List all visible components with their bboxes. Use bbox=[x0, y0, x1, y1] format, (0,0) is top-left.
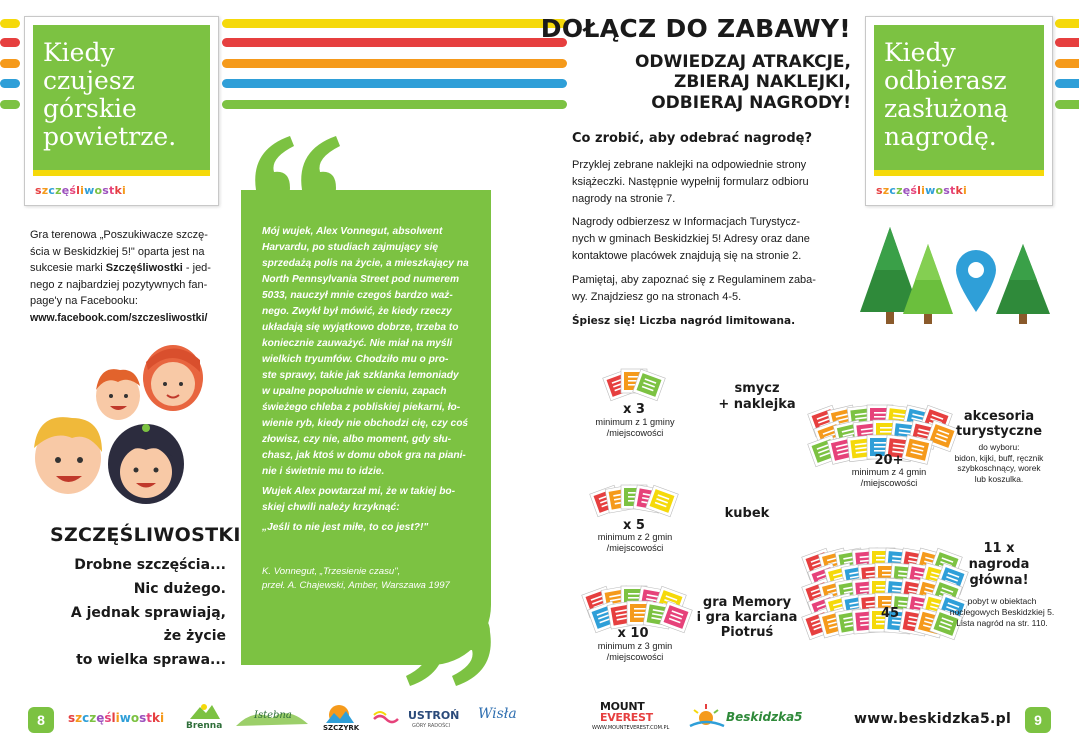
intro-line: - jed- bbox=[182, 262, 211, 275]
minimum-line: /miejscowości bbox=[606, 652, 664, 662]
prize-count: x 3 bbox=[623, 402, 645, 417]
subheading-line: ODWIEDZAJ ATRAKCJE, bbox=[634, 52, 851, 72]
question-heading: Co zrobić, aby odebrać nagrodę? bbox=[572, 131, 813, 146]
quote-exclamation: „Jeśli to nie jest miłe, to co jest?!" bbox=[262, 522, 429, 533]
brand-letter: w bbox=[119, 711, 131, 725]
reward-line: Piotruś bbox=[720, 625, 774, 640]
szczyrk-logo bbox=[322, 703, 360, 735]
brand-letter: k bbox=[114, 184, 122, 197]
card-line: Kiedy bbox=[884, 38, 956, 67]
intro-line: sukcesie marki bbox=[30, 262, 106, 275]
intro-line: nego z najbardziej pozytywnych fan- bbox=[30, 278, 208, 291]
detail-line: szybkoschnący, worek bbox=[957, 463, 1041, 473]
everest-url: WWW.MOUNTEVEREST.COM.PL bbox=[592, 725, 670, 731]
detail-line: bidon, kijki, buff, ręcznik bbox=[954, 452, 1044, 463]
page-number-right: 9 bbox=[1025, 707, 1051, 733]
quote-line: sprzedażą polis na życie, a mieszkający na bbox=[262, 258, 469, 269]
beskidzka5-sun-icon bbox=[688, 702, 728, 732]
reward-line: 11 x bbox=[983, 541, 1015, 556]
brand-letter: ś bbox=[69, 184, 77, 197]
detail-line: Lista nagród na str. 110. bbox=[956, 618, 1048, 628]
prize-reward: kubek bbox=[724, 506, 770, 521]
prize-detail bbox=[944, 442, 1054, 484]
quote-citation: K. Vonnegut, „Trzesienie czasu", bbox=[262, 566, 401, 577]
brand-letter: o bbox=[935, 184, 944, 197]
mount-everest-logo bbox=[592, 700, 668, 736]
prize-reward bbox=[712, 381, 802, 413]
ustron-text: USTROŃ bbox=[408, 709, 460, 722]
brand-letter: s bbox=[943, 184, 950, 197]
everest-text: EVEREST bbox=[600, 711, 653, 724]
brand-letter: i bbox=[160, 711, 165, 725]
prize-minimum bbox=[580, 641, 690, 663]
minimum-line: /miejscowości bbox=[606, 428, 664, 438]
minimum-line: minimum z 4 gmin bbox=[851, 467, 927, 477]
subheading-line: ZBIERAJ NAKLEJKI, bbox=[674, 72, 851, 92]
brand-letter: z bbox=[882, 184, 890, 197]
brand-letter: c bbox=[889, 184, 897, 197]
card-line: zasłużoną bbox=[884, 94, 1009, 123]
brand-letter: z bbox=[55, 184, 62, 197]
prize-detail bbox=[932, 596, 1072, 629]
detail-line: pobyt w obiektach bbox=[967, 596, 1037, 606]
detail-line: do wyboru: bbox=[978, 442, 1020, 452]
paragraph-line: książeczki. Następnie wypełnij formularz odbioru bbox=[572, 176, 809, 188]
brand-letter: i bbox=[121, 184, 126, 197]
brand-letter: o bbox=[130, 711, 140, 725]
paragraph-line: kontaktowe placówek znajdują się na stronie 2. bbox=[572, 250, 802, 262]
brenna-text: Brenna bbox=[186, 721, 223, 731]
quote-line: North Pennsylvania Street pod numerem bbox=[262, 274, 460, 285]
quote-line: Mój wujek, Alex Vonnegut, absolwent bbox=[262, 226, 443, 237]
brand-letter: ś bbox=[910, 184, 918, 197]
card-line: Kiedy bbox=[43, 38, 115, 67]
brand-letter: s bbox=[68, 711, 76, 725]
minimum-line: minimum z 3 gmin bbox=[597, 641, 673, 651]
brand-letter: i bbox=[80, 184, 85, 197]
card-line: czujesz bbox=[43, 66, 135, 95]
intro-line: Gra terenowa „Poszukiwacze szczę- bbox=[30, 229, 208, 241]
minimum-line: minimum z 1 gminy bbox=[595, 417, 675, 427]
brand-letter: z bbox=[89, 711, 97, 725]
brand-letter: i bbox=[921, 184, 926, 197]
intro-line: page'y na Facebooku: bbox=[30, 295, 138, 308]
brand-letter: k bbox=[955, 184, 963, 197]
prize-count: x 5 bbox=[623, 518, 645, 533]
quote-line: chasz, jak ktoś w domu obok gra na piani- bbox=[262, 450, 466, 461]
brand-letter: c bbox=[48, 184, 56, 197]
minimum-line: minimum z 2 gmin bbox=[597, 532, 673, 542]
quote-line: koniecznie zauważyć. Nie miał na myśli bbox=[262, 338, 453, 349]
brand-letter: w bbox=[84, 184, 95, 197]
reward-line: smycz bbox=[734, 381, 780, 396]
beskidzka5-logo bbox=[688, 702, 816, 734]
prize-count: 20+ bbox=[874, 453, 904, 468]
brand-letter: ę bbox=[61, 184, 70, 197]
page-number-left: 8 bbox=[28, 707, 54, 733]
brand-letter: s bbox=[35, 184, 42, 197]
ustron-wave-icon bbox=[372, 711, 400, 725]
quote-line: Wujek Alex powtarzał mi, że w takiej bo- bbox=[262, 486, 456, 497]
brand-letter: ę bbox=[96, 711, 105, 725]
brand-letter: w bbox=[925, 184, 936, 197]
brand-letter: o bbox=[94, 184, 103, 197]
paragraph-line: Nagrody odbierzesz w Informacjach Turystycz- bbox=[572, 216, 801, 228]
tagline: A jednak sprawiają, bbox=[70, 605, 226, 621]
brenna-mountain-icon bbox=[186, 703, 222, 721]
intro-line: ścia w Beskidzkiej 5!" oparta jest na bbox=[30, 245, 205, 258]
tagline: że życie bbox=[163, 628, 226, 644]
brand-letter: s bbox=[139, 711, 147, 725]
footer-brand bbox=[68, 711, 164, 725]
subheading-line: ODBIERAJ NAGRODY! bbox=[651, 93, 851, 113]
brenna-logo bbox=[186, 703, 222, 735]
paragraph-line: Pamiętaj, aby zapoznać się z Regulaminem zaba- bbox=[572, 274, 816, 286]
prize-minimum bbox=[580, 532, 690, 554]
hurry-notice: Śpiesz się! Liczba nagród limitowana. bbox=[572, 315, 796, 327]
brand-letter: t bbox=[108, 184, 115, 197]
quote-line: wielkich tryumfów. Chodziło mu o pro- bbox=[262, 354, 449, 365]
istebna-text: Istebna bbox=[254, 710, 292, 721]
quote-line: ste sprawy, takie jak szklanka lemoniady bbox=[262, 370, 459, 381]
quote-line: świeżego chleba z pobliskiej piekarni, ło- bbox=[262, 402, 461, 413]
brand-letter: l bbox=[111, 711, 116, 725]
ustron-subtext: GÓRY RADOŚCI bbox=[412, 723, 451, 729]
detail-line: lub koszulka. bbox=[974, 473, 1024, 484]
prize-reward bbox=[694, 595, 800, 640]
quote-line: w upalne popołudnie w cieniu, zapach bbox=[262, 386, 447, 397]
beskidzka5-text: Beskidzka5 bbox=[726, 710, 803, 724]
brand-letter: i bbox=[962, 184, 967, 197]
brand-letter: l bbox=[76, 184, 81, 197]
detail-line: noclegowych Beskidzkiej 5. bbox=[949, 607, 1055, 617]
wisla-logo bbox=[474, 702, 517, 734]
paragraph-line: Przyklej zebrane naklejki na odpowiednie strony bbox=[572, 159, 807, 171]
paragraph-line: nagrody na stronie 7. bbox=[572, 193, 676, 205]
tagline: to wielka sprawa... bbox=[76, 652, 226, 668]
prize-reward bbox=[944, 409, 1054, 439]
brand-letter: t bbox=[146, 711, 153, 725]
paragraph-line: wy. Znajdziesz go na stronach 4-5. bbox=[572, 291, 742, 303]
reward-line: + naklejka bbox=[718, 397, 796, 412]
ustron-logo bbox=[372, 707, 462, 735]
istebna-logo bbox=[234, 704, 310, 730]
join-heading: DOŁĄCZ DO ZABAWY! bbox=[540, 14, 851, 43]
reward-line: akcesoria bbox=[963, 409, 1035, 424]
prize-minimum bbox=[580, 417, 690, 439]
szczyrk-text: SZCZYRK bbox=[323, 724, 360, 732]
prize-minimum bbox=[834, 467, 944, 489]
quote-line: nego. Zwykł był mówić, że kiedy rzeczy bbox=[262, 306, 452, 317]
brand-letter: ś bbox=[104, 711, 112, 725]
brand-letter: c bbox=[82, 711, 90, 725]
facebook-link[interactable]: www.facebook.com/szczesliwostki/ bbox=[30, 311, 208, 324]
tagline: Nic dużego. bbox=[133, 581, 226, 597]
quote-citation: przeł. A. Chajewski, Amber, Warszawa 1997 bbox=[262, 580, 450, 591]
card-line: odbierasz bbox=[884, 66, 1007, 95]
reward-line: turystyczne bbox=[955, 424, 1043, 439]
tagline: Drobne szczęścia... bbox=[74, 557, 226, 573]
wisla-text: Wisła bbox=[478, 706, 517, 722]
quote-line: Harvardu, po studiach zajmujący się bbox=[262, 242, 439, 253]
quote-line: nie i świetnie mu to idzie. bbox=[262, 466, 385, 477]
brand-letter: i bbox=[115, 711, 120, 725]
reward-line: główna! bbox=[969, 573, 1029, 588]
szczesliwostki-title: SZCZĘŚLIWOSTKI bbox=[50, 524, 241, 546]
brand-letter: s bbox=[876, 184, 883, 197]
mount-text: MOUNT bbox=[600, 700, 645, 713]
quote-line: wienie ryb, kiedy nie obchodzi cię, czy coś bbox=[262, 418, 469, 429]
card-line: górskie bbox=[43, 94, 137, 123]
brand-letter: z bbox=[41, 184, 49, 197]
prize-count: x 10 bbox=[617, 626, 649, 641]
reward-line: gra Memory bbox=[702, 595, 792, 610]
quote-line: układają się wyjątkowo dobrze, trzeba to bbox=[262, 322, 459, 333]
prize-count: 45 bbox=[880, 606, 900, 621]
minimum-line: /miejscowości bbox=[606, 543, 664, 553]
brand-letter: l bbox=[917, 184, 922, 197]
card-line: powietrze. bbox=[43, 122, 177, 151]
quote-line: skiej chwili należy krzyknąć: bbox=[262, 502, 400, 513]
quote-line: 5033, nauczył mnie czegoś bardzo waż- bbox=[262, 290, 453, 301]
brand-letter: z bbox=[75, 711, 83, 725]
brand-letter: ę bbox=[902, 184, 911, 197]
quote-line: złowisz, czy nie, albo moment, gdy słu- bbox=[262, 434, 452, 445]
brand-name: Szczęśliwostki bbox=[105, 262, 183, 275]
website-link[interactable]: www.beskidzka5.pl bbox=[854, 711, 1012, 727]
brand-letter: z bbox=[896, 184, 903, 197]
brand-letter: k bbox=[152, 711, 161, 725]
minimum-line: /miejscowości bbox=[860, 478, 918, 488]
szczyrk-sun-icon bbox=[322, 703, 356, 723]
paragraph-line: nych w gminach Beskidzkiej 5! Adresy oraz dane bbox=[572, 233, 810, 245]
brand-letter: t bbox=[949, 184, 956, 197]
reward-line: i gra karciana bbox=[696, 610, 798, 625]
brand-letter: s bbox=[102, 184, 109, 197]
card-line: nagrodę. bbox=[884, 122, 997, 151]
prize-reward bbox=[958, 541, 1040, 589]
reward-line: nagroda bbox=[968, 557, 1030, 572]
